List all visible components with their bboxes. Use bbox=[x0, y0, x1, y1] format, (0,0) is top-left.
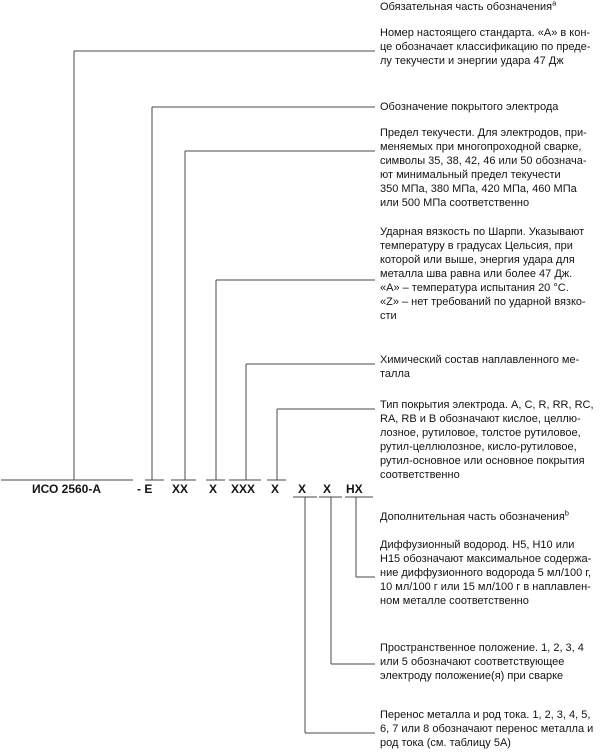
designation-token-hydrogen: НХ bbox=[346, 482, 363, 496]
block-text: «А» – температура испытания 20 °С. bbox=[380, 282, 569, 294]
block-text: рутил-основное или основное покрытия bbox=[380, 455, 585, 467]
designation-token-coating: Х bbox=[271, 482, 280, 496]
block-text: талла bbox=[380, 368, 410, 380]
block-text: 10 мл/100 г или 15 мл/100 г в наплавлен- bbox=[380, 581, 591, 593]
annotation-chemical-composition bbox=[380, 353, 616, 381]
block-text: сти bbox=[380, 310, 397, 322]
block-text: Пространственное положение. 1, 2, 3, 4 bbox=[380, 642, 584, 654]
block-text: Ударная вязкость по Шарпи. Указывают bbox=[380, 226, 585, 238]
annotation-standard-number bbox=[380, 26, 616, 68]
block-text: лу текучести и энергии удара 47 Дж bbox=[380, 55, 564, 67]
block-text: це обозначает классификацию по преде- bbox=[380, 41, 591, 53]
designation-token-standard: ИСО 2560-А bbox=[32, 482, 102, 496]
block-text: 350 МПа, 380 МПа, 420 МПа, 460 МПа bbox=[380, 183, 577, 195]
designation-token-yield: ХХ bbox=[172, 482, 189, 496]
block-text: Номер настоящего стандарта. «А» в кон- bbox=[380, 27, 591, 39]
designation-row bbox=[0, 482, 616, 496]
annotation-charpy-impact bbox=[380, 225, 616, 323]
designation-token-electrode: - Е bbox=[137, 482, 153, 496]
block-text: или 500 МПа соответственно bbox=[380, 197, 530, 209]
block-text: «Z» – нет требований по ударной вязко- bbox=[380, 296, 586, 308]
footnote-marker-a: a bbox=[552, 0, 557, 8]
block-text: или 5 обозначают соответствующее bbox=[380, 656, 565, 668]
annotation-coating-type bbox=[380, 398, 616, 482]
annotation-yield-strength bbox=[380, 126, 616, 210]
block-text: Дополнительная часть обозначения bbox=[380, 511, 565, 523]
block-text: Предел текучести. Для электродов, при- bbox=[380, 127, 587, 139]
block-text: Обязательная часть обозначения bbox=[380, 1, 553, 13]
block-text: 6, 7 или 8 обозначают перенос металла и bbox=[380, 723, 594, 735]
footnote-marker-b: b bbox=[564, 508, 569, 518]
designation-token-chemical: ХХХ bbox=[231, 482, 256, 496]
block-text: ном металле соответственно bbox=[380, 595, 529, 607]
block-text: которой или выше, энергия удара для bbox=[380, 254, 575, 266]
block-text: ние диффузионного водорода 5 мл/100 г, bbox=[380, 567, 592, 579]
block-text: Обозначение покрытого электрода bbox=[380, 101, 559, 113]
annotation-diffusible-hydrogen bbox=[380, 538, 616, 608]
block-text: меняемых при многопроходной сварке, bbox=[380, 141, 582, 153]
block-text: ют минимальный предел текучести bbox=[380, 169, 561, 181]
designation-token-impact: Х bbox=[209, 482, 218, 496]
block-text: Диффузионный водород. Н5, Н10 или bbox=[380, 539, 575, 551]
annotation-welding-position bbox=[380, 641, 616, 683]
block-text: соответственно bbox=[380, 469, 460, 481]
annotation-covered-electrode bbox=[380, 100, 616, 114]
block-text: RA, RB и В обозначают кислое, целлю- bbox=[380, 413, 581, 425]
block-text: Перенос металла и род тока. 1, 2, 3, 4, 5, bbox=[380, 709, 591, 721]
block-text: металла шва равна или более 47 Дж. bbox=[380, 268, 573, 280]
annotation-metal-transfer-current bbox=[380, 708, 616, 750]
designation-token-current: Х bbox=[298, 482, 307, 496]
annotation-additional-part-header bbox=[380, 510, 616, 524]
annotation-mandatory-part-header bbox=[380, 0, 616, 14]
designation-token-position: Х bbox=[323, 482, 332, 496]
block-text: Н15 обозначают максимальное содержа- bbox=[380, 553, 592, 565]
block-text: лозное, рутиловое, толстое рутиловое, bbox=[380, 427, 581, 439]
block-text: температуру в градусах Цельсия, при bbox=[380, 240, 573, 252]
block-text: Тип покрытия электрода. А, С, R, RR, RC, bbox=[380, 399, 594, 411]
block-text: род тока (см. таблицу 5А) bbox=[380, 737, 511, 749]
block-text: символы 35, 38, 42, 46 или 50 обознача- bbox=[380, 155, 587, 167]
block-text: Химический состав наплавленного ме- bbox=[380, 354, 580, 366]
block-text: электроду положение(я) при сварке bbox=[380, 670, 564, 682]
block-text: рутил-целлюлозное, кисло-рутиловое, bbox=[380, 441, 577, 453]
